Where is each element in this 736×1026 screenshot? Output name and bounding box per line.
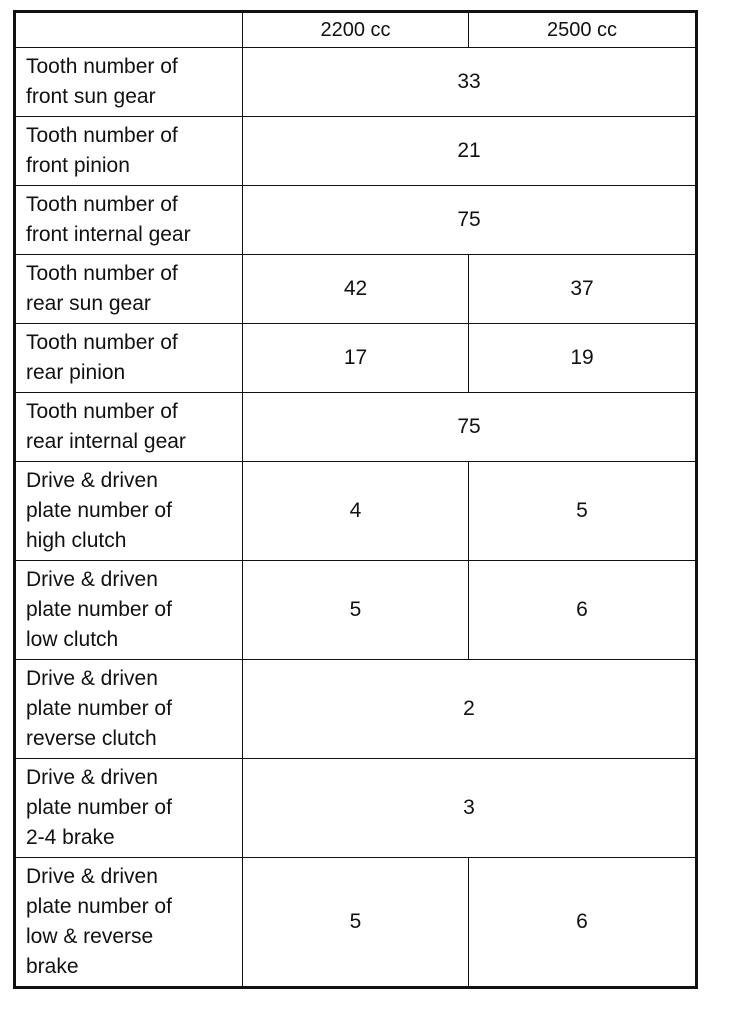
row-label-line: front internal gear xyxy=(26,223,191,246)
table-row xyxy=(15,324,697,393)
header-2200cc: 2200 cc xyxy=(243,12,469,48)
row-label-line: Tooth number of xyxy=(26,331,178,354)
row-label-line: Tooth number of xyxy=(26,124,178,147)
value-2500cc-cell: 19 xyxy=(469,324,697,393)
row-label-line: low clutch xyxy=(26,628,119,651)
row-label-line: plate number of xyxy=(26,895,172,918)
value-2500cc-cell: 37 xyxy=(469,255,697,324)
merged-value-cell: 21 xyxy=(243,117,697,186)
value-2200cc-cell: 4 xyxy=(243,462,469,561)
row-label xyxy=(15,324,243,393)
row-label xyxy=(15,759,243,858)
row-label xyxy=(15,186,243,255)
value-2200cc-cell: 5 xyxy=(243,561,469,660)
value-2200cc-cell: 42 xyxy=(243,255,469,324)
table-row xyxy=(15,48,697,117)
row-label-line: plate number of xyxy=(26,499,172,522)
row-label-line: Drive & driven xyxy=(26,766,158,789)
table-row xyxy=(15,117,697,186)
table-row xyxy=(15,462,697,561)
value-2500cc-cell: 5 xyxy=(469,462,697,561)
value-2500cc-cell: 6 xyxy=(469,858,697,988)
row-label-line: front pinion xyxy=(26,154,130,177)
row-label-line: Tooth number of xyxy=(26,400,178,423)
header-2500cc: 2500 cc xyxy=(469,12,697,48)
row-label xyxy=(15,48,243,117)
row-label-line: Drive & driven xyxy=(26,469,158,492)
table-row xyxy=(15,660,697,759)
merged-value-cell: 75 xyxy=(243,393,697,462)
row-label xyxy=(15,858,243,988)
row-label-line: plate number of xyxy=(26,796,172,819)
value-2500cc-cell: 6 xyxy=(469,561,697,660)
row-label-line: rear internal gear xyxy=(26,430,186,453)
value-2200cc-cell: 5 xyxy=(243,858,469,988)
row-label-line: Drive & driven xyxy=(26,667,158,690)
row-label-line: rear pinion xyxy=(26,361,126,384)
table-row xyxy=(15,186,697,255)
row-label-line: Drive & driven xyxy=(26,865,158,888)
row-label-line: rear sun gear xyxy=(26,292,151,315)
merged-value-cell: 3 xyxy=(243,759,697,858)
table-row xyxy=(15,393,697,462)
table-row xyxy=(15,561,697,660)
row-label-line: reverse clutch xyxy=(26,727,157,750)
row-label-line: plate number of xyxy=(26,598,172,621)
row-label-line: 2-4 brake xyxy=(26,826,115,849)
gear-spec-table xyxy=(13,10,698,989)
header-empty-cell xyxy=(15,12,243,48)
table-row xyxy=(15,858,697,988)
row-label xyxy=(15,660,243,759)
merged-value-cell: 75 xyxy=(243,186,697,255)
row-label-line: front sun gear xyxy=(26,85,156,108)
row-label-line: Tooth number of xyxy=(26,262,178,285)
row-label-line: low & reverse xyxy=(26,925,154,948)
row-label-line: Drive & driven xyxy=(26,568,158,591)
table-row xyxy=(15,255,697,324)
row-label xyxy=(15,462,243,561)
row-label xyxy=(15,561,243,660)
table-header-row xyxy=(15,12,697,48)
row-label-line: plate number of xyxy=(26,697,172,720)
table-row xyxy=(15,759,697,858)
row-label xyxy=(15,255,243,324)
value-2200cc-cell: 17 xyxy=(243,324,469,393)
row-label xyxy=(15,117,243,186)
merged-value-cell: 2 xyxy=(243,660,697,759)
merged-value-cell: 33 xyxy=(243,48,697,117)
row-label-line: Tooth number of xyxy=(26,55,178,78)
row-label-line: brake xyxy=(26,955,79,978)
row-label xyxy=(15,393,243,462)
row-label-line: high clutch xyxy=(26,529,127,552)
row-label-line: Tooth number of xyxy=(26,193,178,216)
